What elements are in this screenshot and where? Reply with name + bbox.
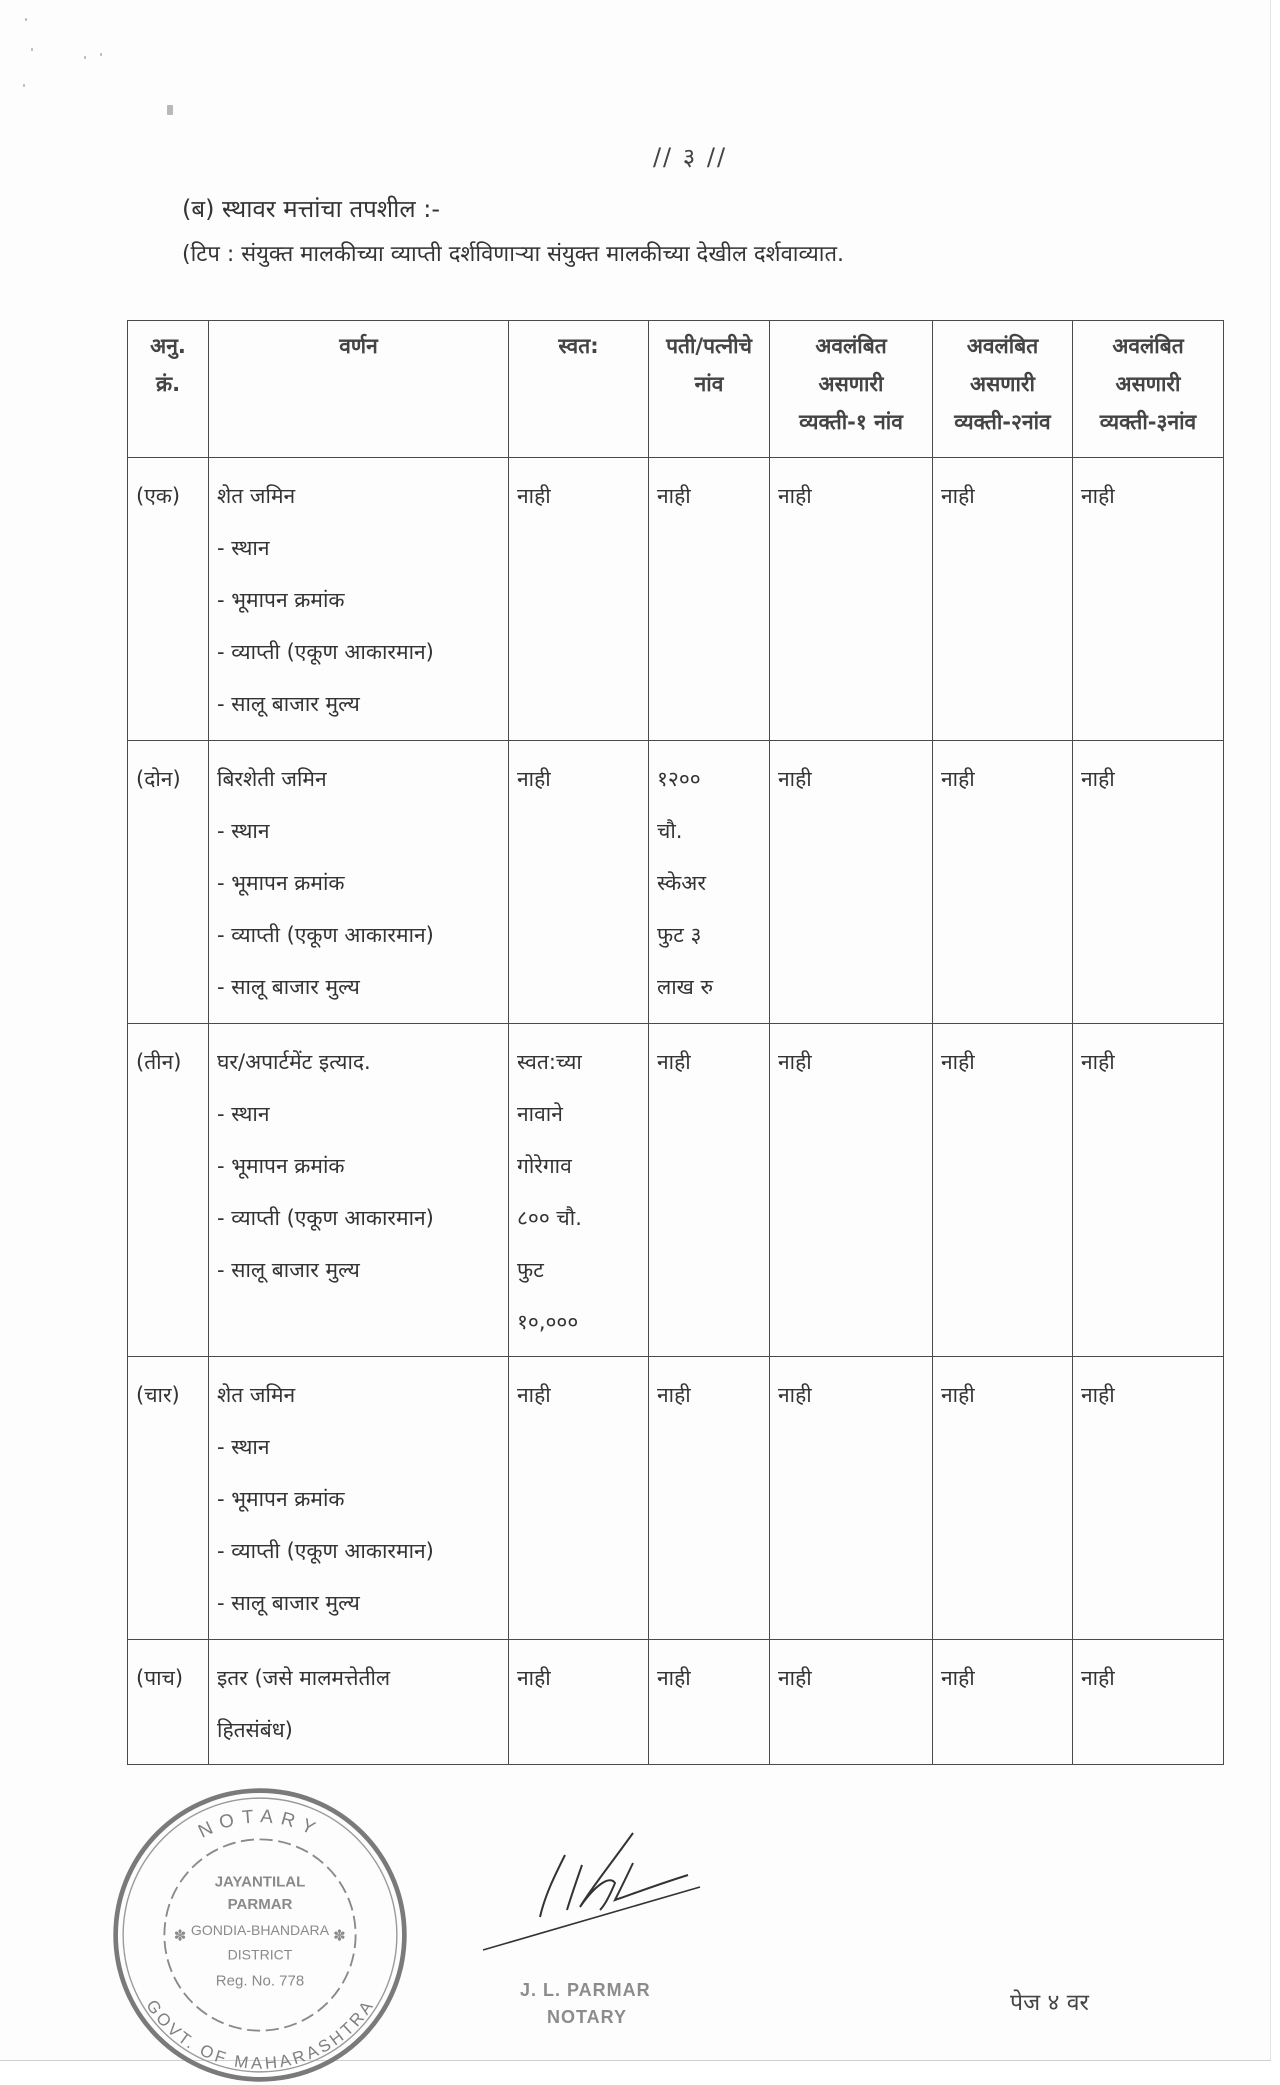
note-text: (टिप : संयुक्त मालकीच्या व्याप्ती दर्शविणाऱ्या संयुक्त मालकीच्या देखील दर्शवाव्यात. bbox=[182, 242, 845, 267]
dependent-3-cell: नाही bbox=[1073, 1357, 1224, 1640]
description-line: इतर (जसे मालमत्तेतील bbox=[217, 1666, 391, 1690]
description-line: - भूमापन क्रमांक bbox=[217, 588, 345, 612]
spouse-cell bbox=[649, 1640, 770, 1765]
description-line: शेत जमिन bbox=[217, 1383, 296, 1407]
dependent-1-cell: नाही bbox=[770, 741, 933, 1024]
scan-speck bbox=[100, 53, 102, 56]
dependent-1-cell: नाही bbox=[770, 1357, 933, 1640]
self-value-line: ८०० चौ. bbox=[517, 1206, 582, 1230]
self-value-line: फुट bbox=[517, 1258, 544, 1282]
description-line: - व्याप्ती (एकूण आकारमान) bbox=[217, 1539, 434, 1563]
description-line: शेत जमिन bbox=[217, 484, 296, 508]
spouse-cell bbox=[649, 458, 770, 741]
header-line: पती/पत्नीचे bbox=[666, 334, 752, 358]
notary-signature bbox=[470, 1825, 730, 1975]
self-cell bbox=[509, 1640, 649, 1765]
dependent-2-cell: नाही bbox=[933, 1024, 1073, 1357]
description-line: - सालू बाजार मुल्य bbox=[217, 975, 360, 999]
header-line: अवलंबित bbox=[966, 334, 1039, 358]
spouse-header bbox=[649, 321, 770, 458]
description-line: - भूमापन क्रमांक bbox=[217, 1487, 345, 1511]
description-line: बिरशेती जमिन bbox=[217, 767, 327, 791]
self-value-line: गोरेगाव bbox=[517, 1154, 572, 1178]
header-line: व्यक्ती-३नांव bbox=[1099, 410, 1197, 434]
notary-name: J. L. PARMAR bbox=[520, 1980, 651, 2000]
header-line: स्वत: bbox=[558, 334, 599, 358]
description-line: - सालू बाजार मुल्य bbox=[217, 692, 360, 716]
spouse-value-line: लाख रु bbox=[657, 975, 714, 999]
seal-registration: Reg. No. 778 bbox=[215, 1972, 305, 1990]
header-line: असणारी bbox=[1115, 372, 1181, 396]
continued-on-page: पेज ४ वर bbox=[1010, 1990, 1089, 2016]
self-value-line: नाही bbox=[517, 1383, 551, 1407]
dependent-1-cell: नाही bbox=[770, 1640, 933, 1765]
serial-header bbox=[128, 321, 209, 458]
spouse-value-line: चौ. bbox=[657, 819, 683, 843]
scan-speck bbox=[84, 56, 86, 59]
self-value-line: नाही bbox=[517, 1666, 551, 1690]
table-row bbox=[128, 1024, 1224, 1357]
seal-name-2: PARMAR bbox=[227, 1895, 293, 1913]
self-cell bbox=[509, 1357, 649, 1640]
spouse-value-line: १२०० bbox=[657, 767, 701, 791]
seal-flower-icon: ✽ bbox=[333, 1926, 346, 1945]
spouse-value-line: नाही bbox=[657, 1383, 691, 1407]
self-value-line: स्वत:च्या bbox=[517, 1050, 582, 1074]
self-cell bbox=[509, 458, 649, 741]
table-row bbox=[128, 1357, 1224, 1640]
description-line: - स्थान bbox=[217, 536, 270, 560]
self-value-line: नाही bbox=[517, 767, 551, 791]
header-line: अवलंबित bbox=[1112, 334, 1184, 358]
dependent-2-cell: नाही bbox=[933, 741, 1073, 1024]
table-row bbox=[128, 1640, 1224, 1765]
svg-text:GOVT. OF MAHARASHTRA bbox=[142, 1996, 377, 2073]
description-cell bbox=[209, 1024, 509, 1357]
dependent-2-cell: नाही bbox=[933, 1640, 1073, 1765]
immovable-assets-table bbox=[127, 320, 1224, 1765]
header-line: अनु. bbox=[150, 334, 186, 358]
header-line: असणारी bbox=[818, 372, 884, 396]
spouse-value-line: स्केअर bbox=[657, 871, 706, 895]
header-line: व्यक्ती-१ नांव bbox=[799, 410, 903, 434]
description-cell bbox=[209, 1357, 509, 1640]
page-marker: // ३ // bbox=[652, 143, 728, 171]
section-heading: (ब) स्थावर मत्तांचा तपशील :- bbox=[182, 195, 440, 223]
header-line: नांव bbox=[694, 372, 724, 396]
dependent-3-cell: नाही bbox=[1073, 741, 1224, 1024]
self-header bbox=[509, 321, 649, 458]
description-line: - स्थान bbox=[217, 1102, 270, 1126]
spouse-cell bbox=[649, 741, 770, 1024]
description-line: - व्याप्ती (एकूण आकारमान) bbox=[217, 923, 434, 947]
scan-speck bbox=[23, 84, 25, 87]
description-line: - भूमापन क्रमांक bbox=[217, 1154, 345, 1178]
description-line: - स्थान bbox=[217, 819, 270, 843]
description-cell bbox=[209, 741, 509, 1024]
self-cell bbox=[509, 741, 649, 1024]
table-header-row bbox=[128, 321, 1224, 458]
dependent-1-cell: नाही bbox=[770, 458, 933, 741]
self-value-line: १०,००० bbox=[517, 1310, 579, 1334]
spouse-value-line: नाही bbox=[657, 1666, 691, 1690]
description-line: - व्याप्ती (एकूण आकारमान) bbox=[217, 640, 434, 664]
dependent-1-cell: नाही bbox=[770, 1024, 933, 1357]
seal-district-2: DISTRICT bbox=[227, 1946, 293, 1963]
header-line: व्यक्ती-२नांव bbox=[954, 410, 1051, 434]
header-line: अवलंबित bbox=[815, 334, 887, 358]
dependent-3-header bbox=[1073, 321, 1224, 458]
description-line: हितसंबंध) bbox=[217, 1718, 293, 1742]
dependent-1-header bbox=[770, 321, 933, 458]
seal-name-1: JAYANTILAL bbox=[214, 1873, 306, 1891]
dependent-2-cell: नाही bbox=[933, 1357, 1073, 1640]
description-line: - सालू बाजार मुल्य bbox=[217, 1258, 360, 1282]
dependent-3-cell: नाही bbox=[1073, 1024, 1224, 1357]
serial-cell: (दोन) bbox=[128, 741, 209, 1024]
seal-bottom-arc: GOVT. OF MAHARASHTRA bbox=[142, 1996, 378, 2073]
scan-speck bbox=[25, 18, 27, 21]
table-row bbox=[128, 458, 1224, 741]
dependent-2-header bbox=[933, 321, 1073, 458]
scan-speck bbox=[31, 48, 33, 51]
svg-text:NOTARY bbox=[195, 1805, 326, 1842]
notary-seal bbox=[110, 1785, 410, 2085]
spouse-cell bbox=[649, 1024, 770, 1357]
serial-cell: (पाच) bbox=[128, 1640, 209, 1765]
dependent-3-cell: नाही bbox=[1073, 1640, 1224, 1765]
self-cell bbox=[509, 1024, 649, 1357]
seal-flower-icon: ✽ bbox=[173, 1926, 187, 1945]
seal-top-arc: NOTARY bbox=[194, 1805, 326, 1842]
description-line: - व्याप्ती (एकूण आकारमान) bbox=[217, 1206, 434, 1230]
description-cell bbox=[209, 458, 509, 741]
dependent-2-cell: नाही bbox=[933, 458, 1073, 741]
spouse-cell bbox=[649, 1357, 770, 1640]
header-line: क्रं. bbox=[155, 372, 181, 396]
dependent-3-cell: नाही bbox=[1073, 458, 1224, 741]
header-line: असणारी bbox=[970, 372, 1035, 396]
table-row bbox=[128, 741, 1224, 1024]
serial-cell: (चार) bbox=[128, 1357, 209, 1640]
description-line: - स्थान bbox=[217, 1435, 270, 1459]
description-line: - सालू बाजार मुल्य bbox=[217, 1591, 360, 1615]
serial-cell: (तीन) bbox=[128, 1024, 209, 1357]
description-cell bbox=[209, 1640, 509, 1765]
self-value-line: नाही bbox=[517, 484, 551, 508]
spouse-value-line: फुट ३ bbox=[657, 923, 702, 947]
description-line: - भूमापन क्रमांक bbox=[217, 871, 345, 895]
spouse-value-line: नाही bbox=[657, 1050, 691, 1074]
description-header bbox=[209, 321, 509, 458]
self-value-line: नावाने bbox=[517, 1102, 563, 1126]
seal-district-1: GONDIA-BHANDARA bbox=[190, 1922, 330, 1938]
scan-speck bbox=[167, 105, 173, 115]
spouse-value-line: नाही bbox=[657, 484, 691, 508]
notary-title: NOTARY bbox=[547, 2007, 627, 2027]
serial-cell: (एक) bbox=[128, 458, 209, 741]
description-line: घर/अपार्टमेंट इत्याद. bbox=[217, 1050, 371, 1074]
header-line: वर्णन bbox=[339, 334, 378, 358]
